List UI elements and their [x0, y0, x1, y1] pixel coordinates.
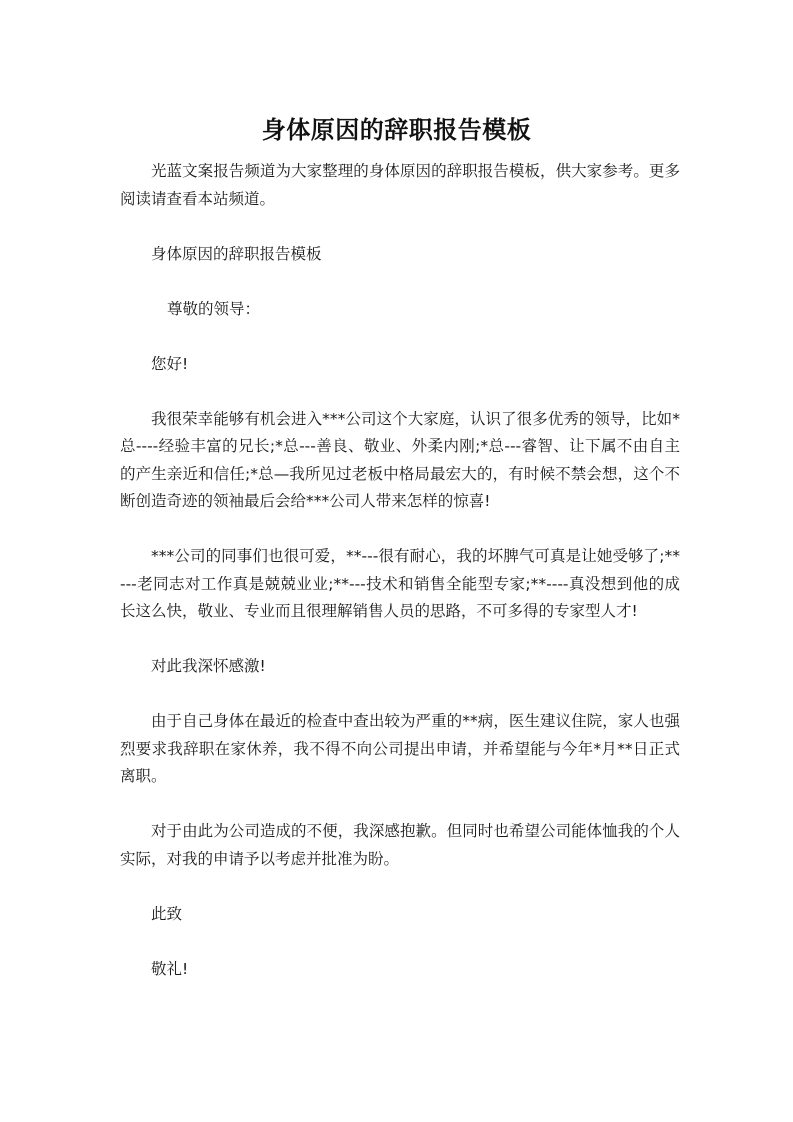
intro-paragraph: 光蓝文案报告频道为大家整理的身体原因的辞职报告模板，供大家参考。更多阅读请查看本站频道。	[120, 162, 680, 208]
closing-salute: 敬礼!	[151, 959, 189, 978]
salutation: 尊敬的领导：	[167, 299, 261, 318]
body-paragraph: 我很荣幸能够有机会进入***公司这个大家庭，认识了很多优秀的领导，比如*总----经验丰富的兄长;*总---善良、敬业、外柔内刚;*总---睿智、让下属不由自主的产生亲近和信任;*总—我所见过老板中格局最宏大的，有时候不禁会想，这个不断创造奇迹的领袖最后会给***公司人带来怎样的惊喜!	[120, 409, 680, 510]
body-paragraph: ***公司的同事们也很可爱，**---很有耐心，我的坏脾气可真是让她受够了;**---老同志对工作真是兢兢业业;**---技术和销售全能型专家;**----真没想到他的成长这么快，敬业、专业而且很理解销售人员的思路，不可多得的专家型人才!	[120, 547, 680, 620]
subtitle-paragraph: 身体原因的辞职报告模板	[151, 244, 322, 263]
closing-line: 此致	[151, 904, 183, 923]
greeting: 您好!	[151, 354, 189, 373]
body-paragraph: 对此我深怀感激!	[151, 657, 266, 675]
body-paragraph: 由于自己身体在最近的检查中查出较为严重的**病，医生建议住院，家人也强烈要求我辞职在家休养，我不得不向公司提出申请，并希望能与今年*月**日正式离职。	[120, 712, 680, 785]
document-body	[120, 158, 680, 1011]
body-paragraph: 对于由此为公司造成的不便，我深感抱歉。但同时也希望公司能体恤我的个人实际，对我的申请予以考虑并批准为盼。	[120, 822, 680, 868]
document-title: 身体原因的辞职报告模板	[261, 116, 532, 144]
